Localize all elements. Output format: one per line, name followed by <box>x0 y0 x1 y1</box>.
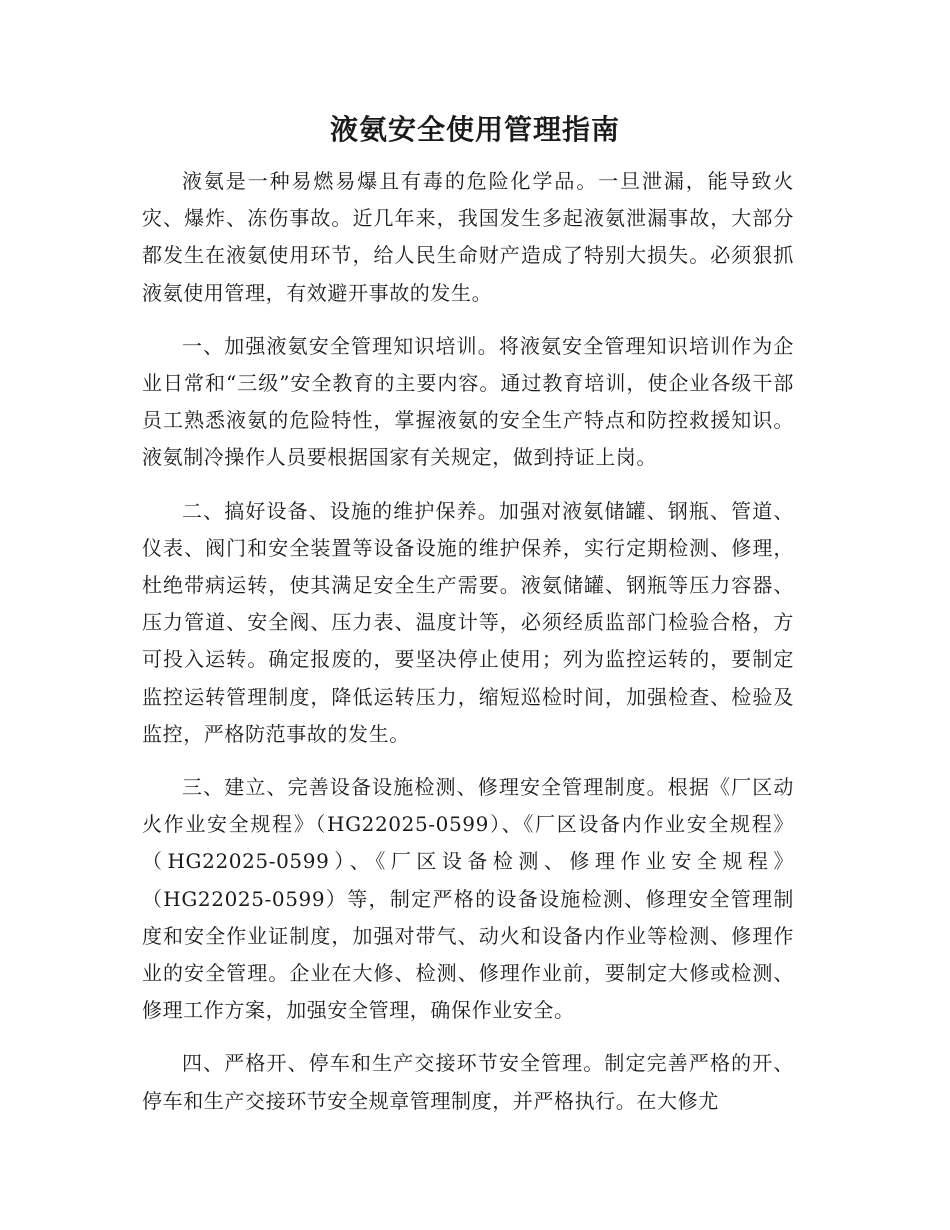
paragraph-maintenance: 二、搞好设备、设施的维护保养。加强对液氨储罐、钢瓶、管道、仪表、阀门和安全装置等设备设施的维护保养，实行定期检测、修理，杜绝带病运转，使其满足安全生产需要。液氨储罐、钢瓶等压力容器、压力管道、安全阀、压力表、温度计等，必须经质监部门检验合格，方可投入运转。确定报废的，要坚决停止使用；列为监控运转的，要制定监控运转管理制度，降低运转压力，缩短巡检时间，加强检查、检验及监控，严格防范事故的发生。 <box>142 498 794 746</box>
paragraph-training: 一、加强液氨安全管理知识培训。将液氨安全管理知识培训作为企业日常和“三级”安全教育的主要内容。通过教育培训，使企业各级干部员工熟悉液氨的危险特性，掌握液氨的安全生产特点和防控救援知识。液氨制冷操作人员要根据国家有关规定，做到持证上岗。 <box>142 333 794 470</box>
document-body <box>142 163 794 1136</box>
paragraph-intro: 液氨是一种易燃易爆且有毒的危险化学品。一旦泄漏，能导致火灾、爆炸、冻伤事故。近几年来，我国发生多起液氨泄漏事故，大部分都发生在液氨使用环节，给人民生命财产造成了特别大损失。必须狠抓液氨使用管理，有效避开事故的发生。 <box>142 169 794 305</box>
paragraph-inspection-rules: 三、建立、完善设备设施检测、修理安全管理制度。根据《厂区动火作业安全规程》（HG22025-0599）、《厂区设备内作业安全规程》（HG22025-0599）、《厂区设备检测、修理作业安全规程》（HG22025-0599）等，制定严格的设备设施检测、修理安全管理制度和安全作业证制度，加强对带气、动火和设备内作业等检测、修理作业的安全管理。企业在大修、检测、修理作业前，要制定大修或检测、修理工作方案，加强安全管理，确保作业安全。 <box>142 775 794 1023</box>
paragraph-startup-shutdown: 四、严格开、停车和生产交接环节安全管理。制定完善严格的开、停车和生产交接环节安全规章管理制度，并严格执行。在大修尤 <box>142 1051 794 1113</box>
document-title: 液氨安全使用管理指南 <box>329 113 620 146</box>
